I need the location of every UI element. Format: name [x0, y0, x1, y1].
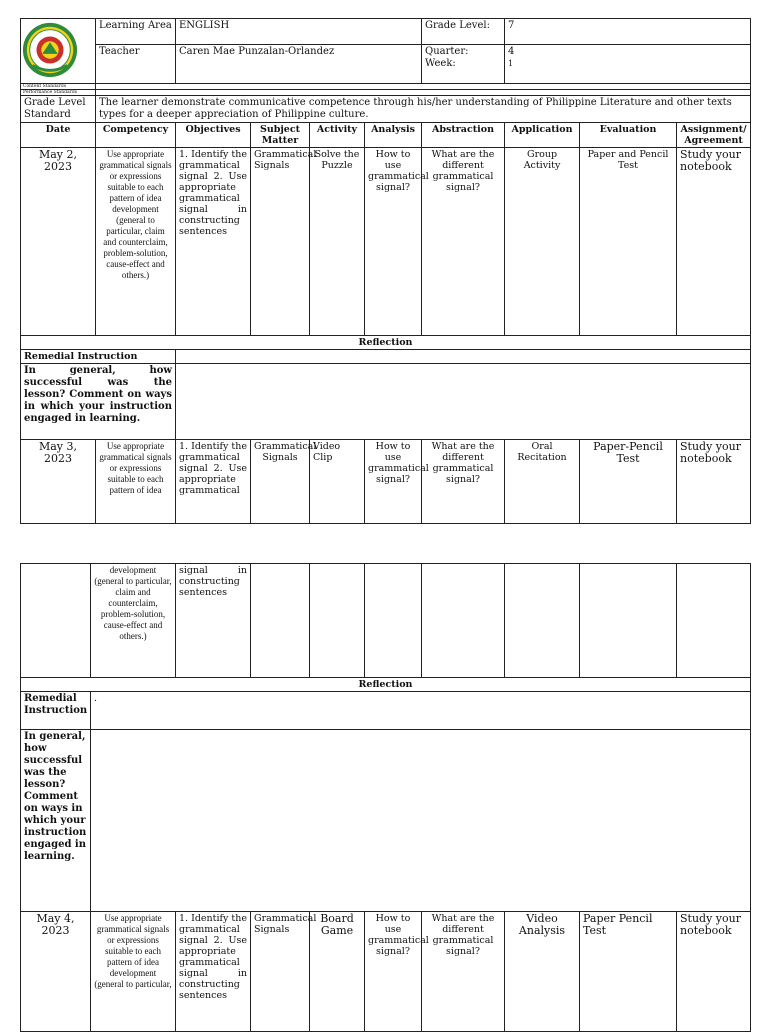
column-header-row — [21, 123, 751, 148]
week-value: 1 — [508, 59, 514, 69]
evaluation-cell: Paper Pencil Test — [580, 912, 677, 1032]
abstraction-cell: What are the different grammatical signal? — [422, 440, 505, 524]
reflection-heading: Reflection — [21, 336, 751, 350]
school-seal-cell — [21, 19, 96, 84]
col-evaluation: Evaluation — [580, 123, 677, 148]
school-seal-logo — [21, 21, 79, 79]
remedial-label: Remedial Instruction — [21, 692, 91, 730]
abstraction-cell: What are the different grammatical signal? — [422, 148, 505, 336]
general-question: In general, how successful was the lesson? Comment on ways in which your instruction engaged in learning. — [21, 364, 176, 440]
col-objectives: Objectives — [176, 123, 251, 148]
remedial-value: . — [91, 692, 751, 730]
quarter-label: Quarter: — [425, 46, 469, 58]
application-cell: Video Analysis — [505, 912, 580, 1032]
quarter-value: 4 — [508, 46, 515, 58]
objectives-cell: signal in constructing sentences — [176, 564, 251, 678]
table-row-continued — [21, 564, 751, 678]
grade-level-standard-text: The learner demonstrate communicative competence through his/her understanding of Philippine Literature and other texts types for a deeper appreciation of Philippine culture. — [96, 96, 751, 123]
grade-level-standard-label: Grade Level Standard — [21, 96, 96, 123]
grade-level-label: Grade Level: — [422, 19, 505, 45]
week-label: Week: — [425, 58, 456, 70]
table-row — [21, 440, 751, 524]
evaluation-cell: Paper and Pencil Test — [580, 148, 677, 336]
activity-cell: Board Game — [310, 912, 365, 1032]
objectives-cell: 1. Identify the grammatical signal 2. Use appropriate grammatical signal in constructing sentences — [176, 148, 251, 336]
application-cell: Group Activity — [505, 148, 580, 336]
date-cell: May 3, 2023 — [21, 440, 96, 524]
quarter-week-value — [505, 45, 751, 84]
quarter-week-label — [422, 45, 505, 84]
general-question: In general, how successful was the lesson? Comment on ways in which your instruction engaged in learning. — [21, 730, 91, 912]
objectives-cell: 1. Identify the grammatical signal 2. Use appropriate grammatical — [176, 440, 251, 524]
objectives-cell: 1. Identify the grammatical signal 2. Use appropriate grammatical signal in constructing sentences — [176, 912, 251, 1032]
teacher-label: Teacher — [96, 45, 176, 84]
competency-cell: Use appropriate grammatical signals or expressions suitable to each pattern of idea — [96, 440, 176, 524]
col-application: Application — [505, 123, 580, 148]
table-row — [21, 148, 751, 336]
col-assignment: Assignment/ Agreement — [677, 123, 751, 148]
competency-cell: Use appropriate grammatical signals or expressions suitable to each pattern of idea development (general to particular, claim and counterclaim, problem-solution, cause-effect and others.) — [96, 148, 176, 336]
content-standards-label: Content Standards — [21, 84, 96, 90]
assignment-cell: Study your notebook — [677, 148, 751, 336]
col-activity: Activity — [310, 123, 365, 148]
remedial-label: Remedial Instruction — [21, 350, 176, 364]
teacher-value: Caren Mae Punzalan-Orlandez — [176, 45, 422, 84]
activity-cell: Solve the Puzzle — [310, 148, 365, 336]
learning-area-label: Learning Area — [96, 19, 176, 45]
col-date: Date — [21, 123, 96, 148]
grade-level-value: 7 — [505, 19, 751, 45]
analysis-cell: How to use grammatical signal? — [365, 440, 422, 524]
subject-matter-cell: Grammatical Signals — [251, 440, 310, 524]
assignment-cell: Study your notebook — [677, 912, 751, 1032]
lesson-plan-table-page-2 — [20, 563, 751, 1032]
reflection-heading: Reflection — [21, 678, 751, 692]
performance-standards-label: Performance Standards — [21, 90, 96, 96]
learning-area-value: ENGLISH — [176, 19, 422, 45]
subject-matter-cell: Grammatical Signals — [251, 912, 310, 1032]
col-abstraction: Abstraction — [422, 123, 505, 148]
analysis-cell: How to use grammatical signal? — [365, 148, 422, 336]
date-cell: May 2, 2023 — [21, 148, 96, 336]
table-row — [21, 912, 751, 1032]
abstraction-cell: What are the different grammatical signal? — [422, 912, 505, 1032]
evaluation-cell: Paper-Pencil Test — [580, 440, 677, 524]
date-cell: May 4, 2023 — [21, 912, 91, 1032]
competency-cell: development (general to particular, claim and counterclaim, problem-solution, cause-effect and others.) — [91, 564, 176, 678]
lesson-plan-table-page-1 — [20, 18, 751, 524]
analysis-cell: How to use grammatical signal? — [365, 912, 422, 1032]
subject-matter-cell: Grammatical Signals — [251, 148, 310, 336]
col-competency: Competency — [96, 123, 176, 148]
activity-cell: Video Clip — [310, 440, 365, 524]
col-analysis: Analysis — [365, 123, 422, 148]
application-cell: Oral Recitation — [505, 440, 580, 524]
competency-cell: Use appropriate grammatical signals or expressions suitable to each pattern of idea development (general to particular, — [91, 912, 176, 1032]
col-subject-matter: Subject Matter — [251, 123, 310, 148]
assignment-cell: Study your notebook — [677, 440, 751, 524]
